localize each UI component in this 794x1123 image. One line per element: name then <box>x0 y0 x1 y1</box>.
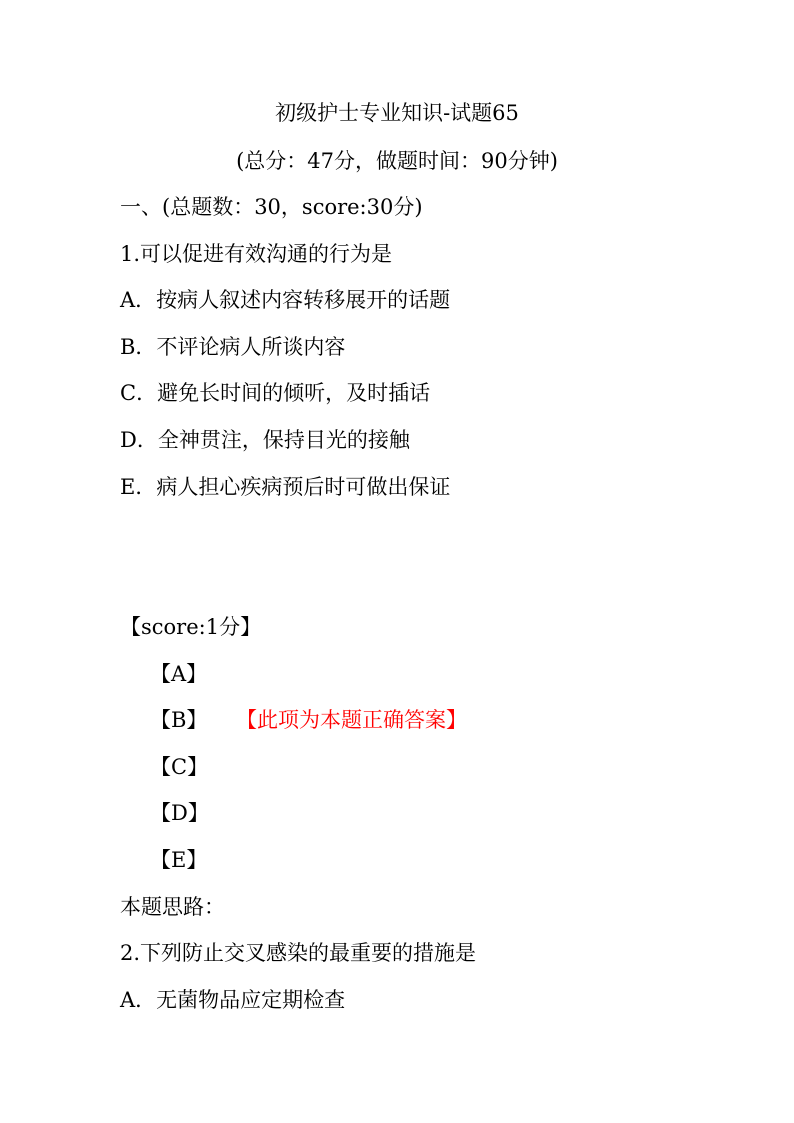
document-subtitle: (总分：47分，做题时间：90分钟) <box>236 149 558 173</box>
question-1-option-c: C．避免长时间的倾听，及时插话 <box>120 381 431 405</box>
answer-c: 【C】 <box>150 755 209 779</box>
question-2-option-a: A．无菌物品应定期检查 <box>120 988 346 1012</box>
section-heading: 一、(总题数：30，score:30分) <box>120 195 423 219</box>
question-stem-2: 2.下列防止交叉感染的最重要的措施是 <box>120 941 477 965</box>
document-title: 初级护士专业知识-试题65 <box>275 101 519 125</box>
answer-d: 【D】 <box>150 801 209 825</box>
question-1-option-a: A．按病人叙述内容转移展开的话题 <box>120 288 451 312</box>
question-1-score: 【score:1分】 <box>120 615 262 639</box>
answer-e: 【E】 <box>150 848 208 872</box>
answer-b: 【B】 <box>150 708 208 732</box>
question-1-option-d: D．全神贯注，保持目光的接触 <box>120 428 410 452</box>
question-1-option-b: B．不评论病人所谈内容 <box>120 335 346 359</box>
answer-a: 【A】 <box>150 662 208 686</box>
question-1-option-e: E．病人担心疾病预后时可做出保证 <box>120 475 451 499</box>
question-stem-1: 1.可以促进有效沟通的行为是 <box>120 242 393 266</box>
analysis-label: 本题思路： <box>120 895 225 919</box>
correct-answer-note: 【此项为本题正确答案】 <box>236 708 467 732</box>
